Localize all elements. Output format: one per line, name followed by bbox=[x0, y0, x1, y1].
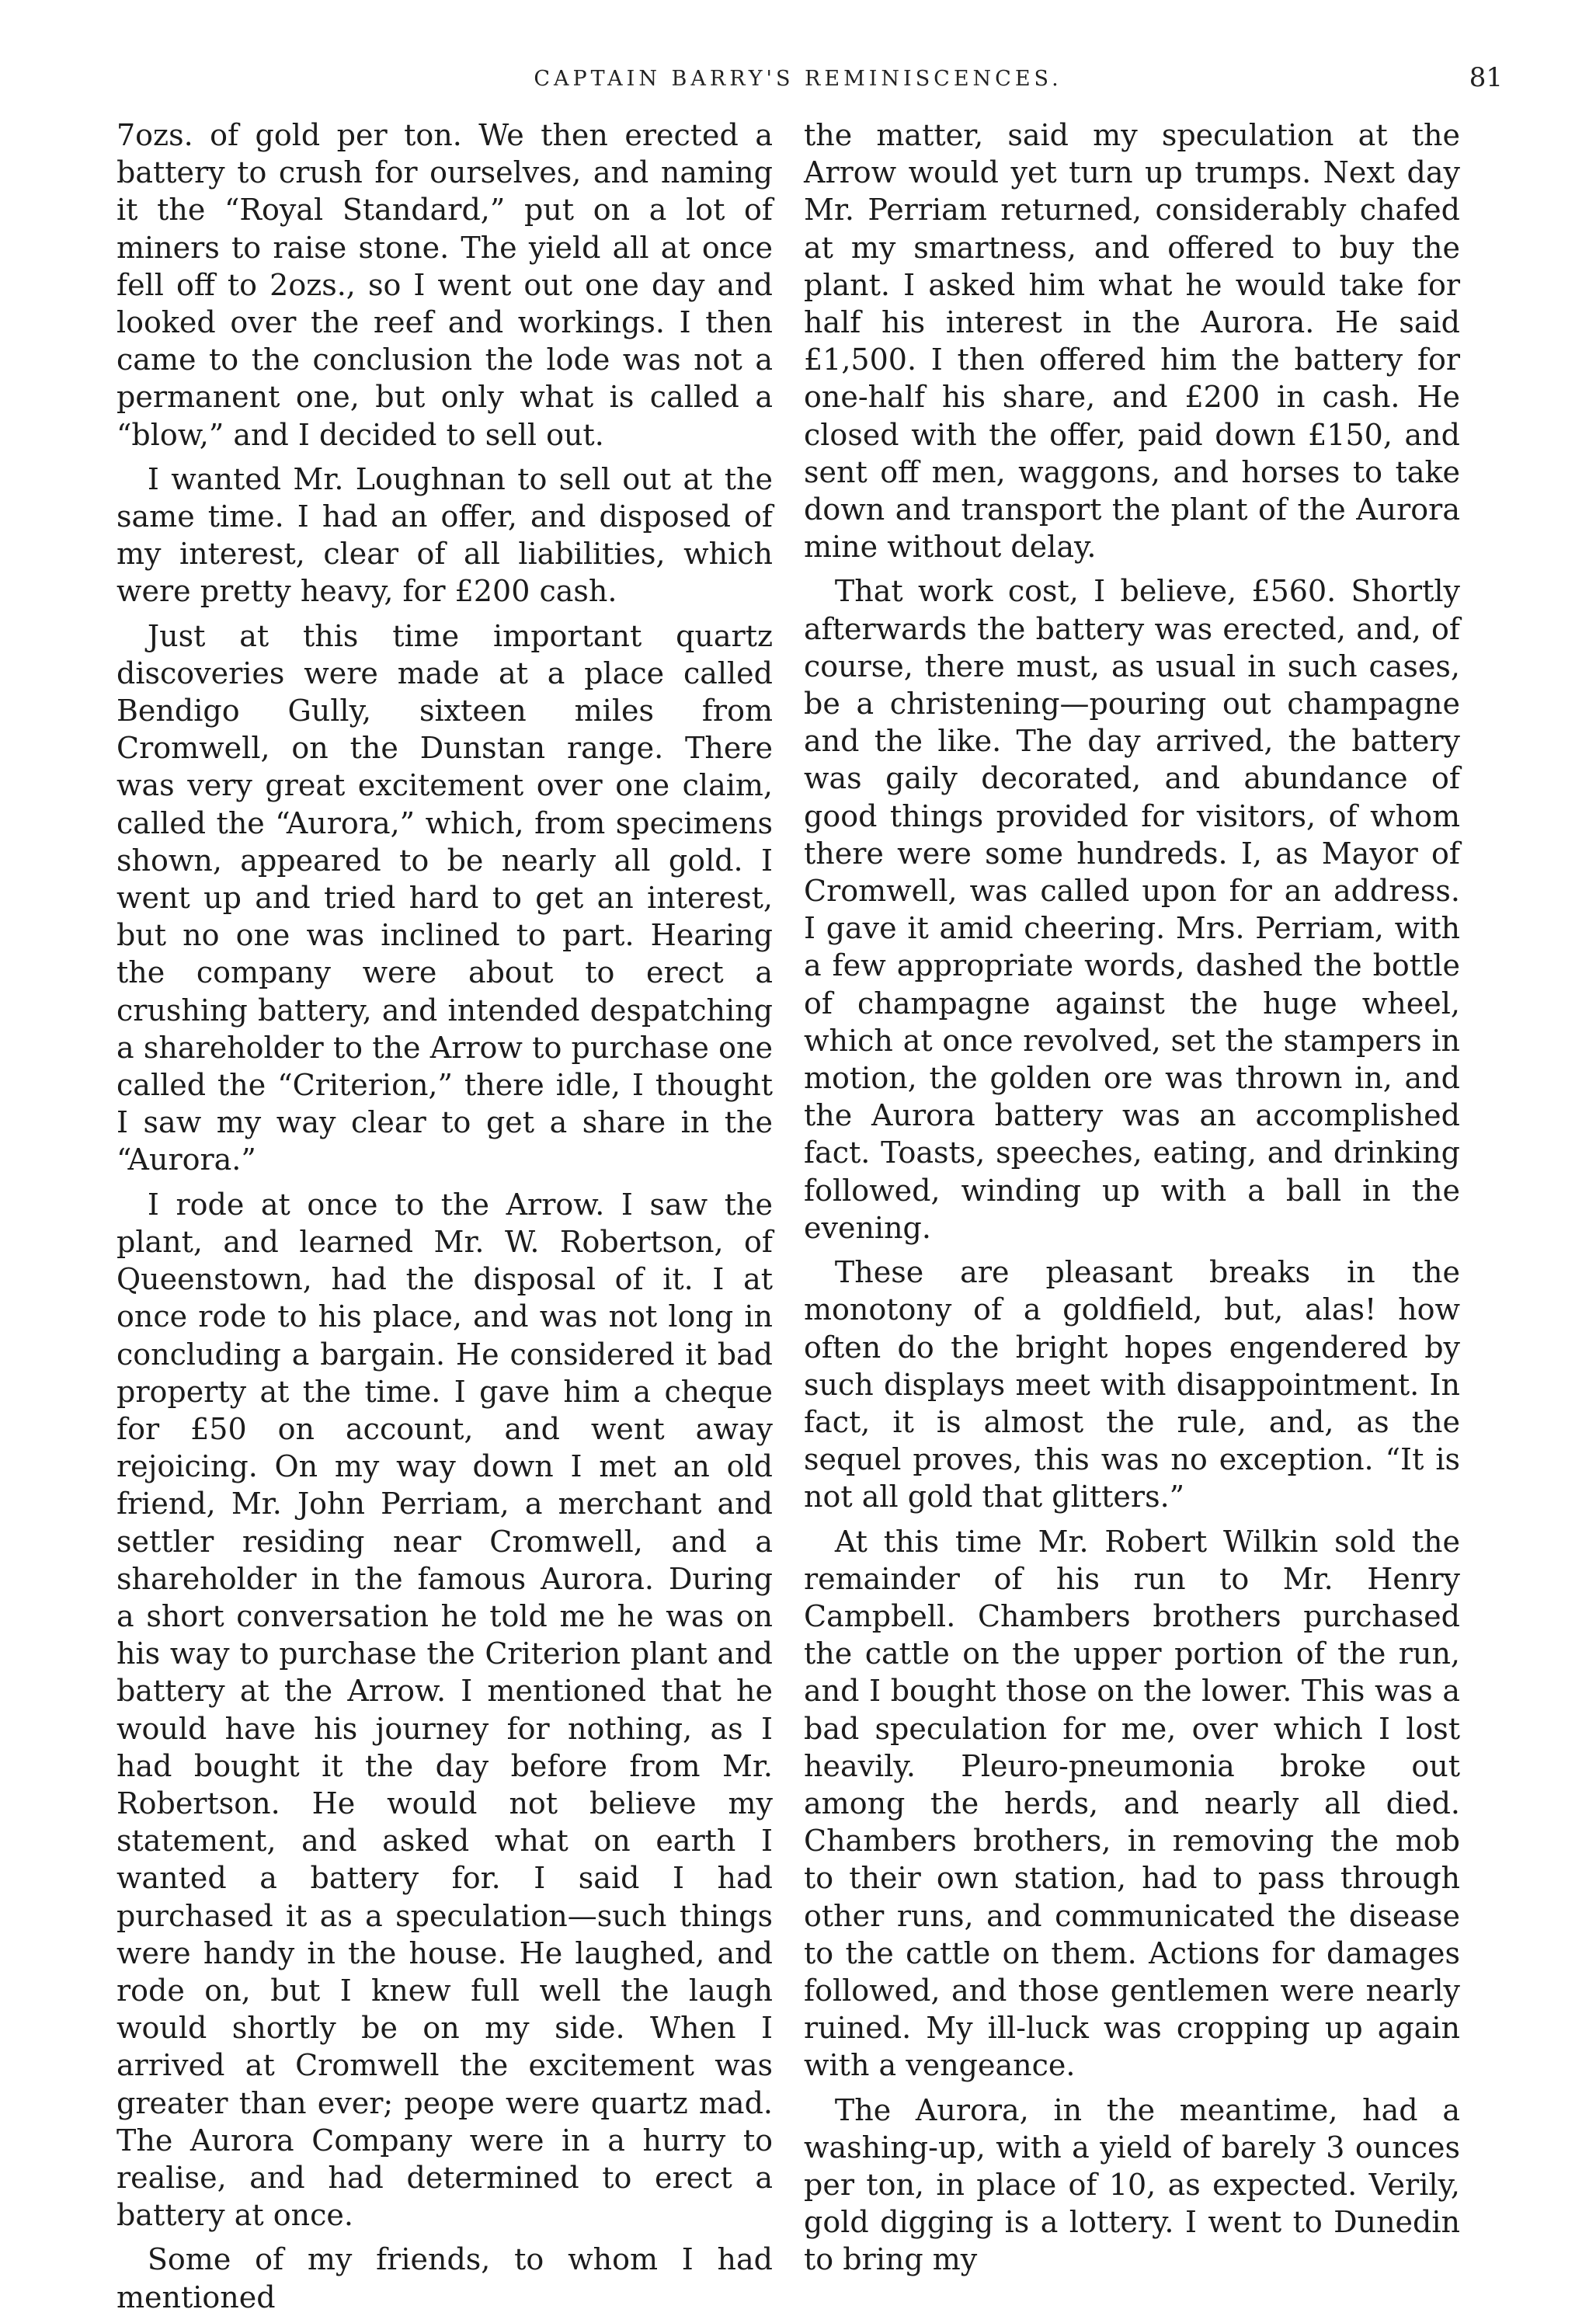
paragraph: Some of my friends, to whom I had mentioned bbox=[116, 2242, 773, 2314]
paragraph: The Aurora, in the meantime, had a washing-up, with a yield of barely 3 ounces per ton, in place of 10, as expected. Verily, gold digging is a lottery. I went to Dunedin to bring my bbox=[804, 2092, 1460, 2277]
left-column bbox=[116, 116, 773, 2323]
paragraph: These are pleasant breaks in the monotony of a goldfield, but, alas! how often do the bright hopes engendered by such displays meet with disappointment. In fact, it is almost the rule, and, as the sequel proves, this was no exception. “It is not all gold that glitters.” bbox=[804, 1255, 1460, 1514]
paragraph: 7ozs. of gold per ton. We then erected a battery to crush for ourselves, and naming it the “Royal Standard,” put on a lot of miners to raise stone. The yield all at once fell off to 2ozs., so I went out one day and looked over the reef and workings. I then came to the conclusion the lode was not a permanent one, but only what is called a “blow,” and I decided to sell out. bbox=[116, 118, 773, 452]
page-number: 81 bbox=[1469, 62, 1503, 93]
paragraph: I rode at once to the Arrow. I saw the plant, and learned Mr. W. Robertson, of Queenstown, had the disposal of it. I at once rode to his place, and was not long in concluding a bargain. He considered it bad property at the time. I gave him a cheque for £50 on account, and went away rejoicing. On my way down I met an old friend, Mr. John Perriam, a merchant and settler residing near Cromwell, and a shareholder in the famous Aurora. During a short conversation he told me he was on his way to purchase the Criterion plant and battery at the Arrow. I mentioned that he would have his journey for nothing, as I had bought it the day before from Mr. Robertson. He would not believe my statement, and asked what on earth I wanted a battery for. I said I had purchased it as a speculation—such things were handy in the house. He laughed, and rode on, but I knew full well the laugh would shortly be on my side. When I arrived at Cromwell the excitement was greater than ever; peope were quartz mad. The Aurora Company were in a hurry to realise, and had determined to erect a battery at once. bbox=[116, 1187, 773, 2233]
running-title: CAPTAIN BARRY'S REMINISCENCES. bbox=[534, 67, 1062, 91]
paragraph: the matter, said my speculation at the Arrow would yet turn up trumps. Next day Mr. Perriam returned, considerably chafed at my smartness, and offered to buy the plant. I asked him what he would take for half his interest in the Aurora. He said £1,500. I then offered him the battery for one-half his share, and £200 in cash. He closed with the offer, paid down £150, and sent off men, waggons, and horses to take down and transport the plant of the Aurora mine without delay. bbox=[804, 118, 1460, 565]
paragraph: I wanted Mr. Loughnan to sell out at the same time. I had an offer, and disposed of my interest, clear of all liabilities, which were pretty heavy, for £200 cash. bbox=[116, 461, 773, 609]
paragraph: Just at this time important quartz discoveries were made at a place called Bendigo Gully, sixteen miles from Cromwell, on the Dunstan range. There was very great excitement over one claim, called the “Aurora,” which, from specimens shown, appeared to be nearly all gold. I went up and tried hard to get an interest, but no one was inclined to part. Hearing the company were about to erect a crushing battery, and intended despatching a shareholder to the Arrow to purchase one called the “Criterion,” there idle, I thought I saw my way clear to get a share in the “Aurora.” bbox=[116, 618, 773, 1177]
right-column bbox=[804, 116, 1460, 2286]
paragraph: At this time Mr. Robert Wilkin sold the remainder of his run to Mr. Henry Campbell. Chambers brothers purchased the cattle on the upper portion of the run, and I bought those on the lower. This was a bad speculation for me, over which I lost heavily. Pleuro-pneumonia broke out among the herds, and nearly all died. Chambers brothers, in removing the mob to their own station, had to pass through other runs, and communicated the disease to the cattle on them. Actions for damages followed, and those gentlemen were nearly ruined. My ill-luck was cropping up again with a vengeance. bbox=[804, 1524, 1460, 2083]
paragraph: That work cost, I believe, £560. Shortly afterwards the battery was erected, and, of course, there must, as usual in such cases, be a christening—pouring out champagne and the like. The day arrived, the battery was gaily decorated, and abundance of good things provided for visitors, of whom there were some hundreds. I, as Mayor of Cromwell, was called upon for an address. I gave it amid cheering. Mrs. Perriam, with a few appropriate words, dashed the bottle of champagne against the huge wheel, which at once revolved, set the stampers in motion, the golden ore was thrown in, and the Aurora battery was an accomplished fact. Toasts, speeches, eating, and drinking followed, winding up with a ball in the evening. bbox=[804, 574, 1460, 1245]
